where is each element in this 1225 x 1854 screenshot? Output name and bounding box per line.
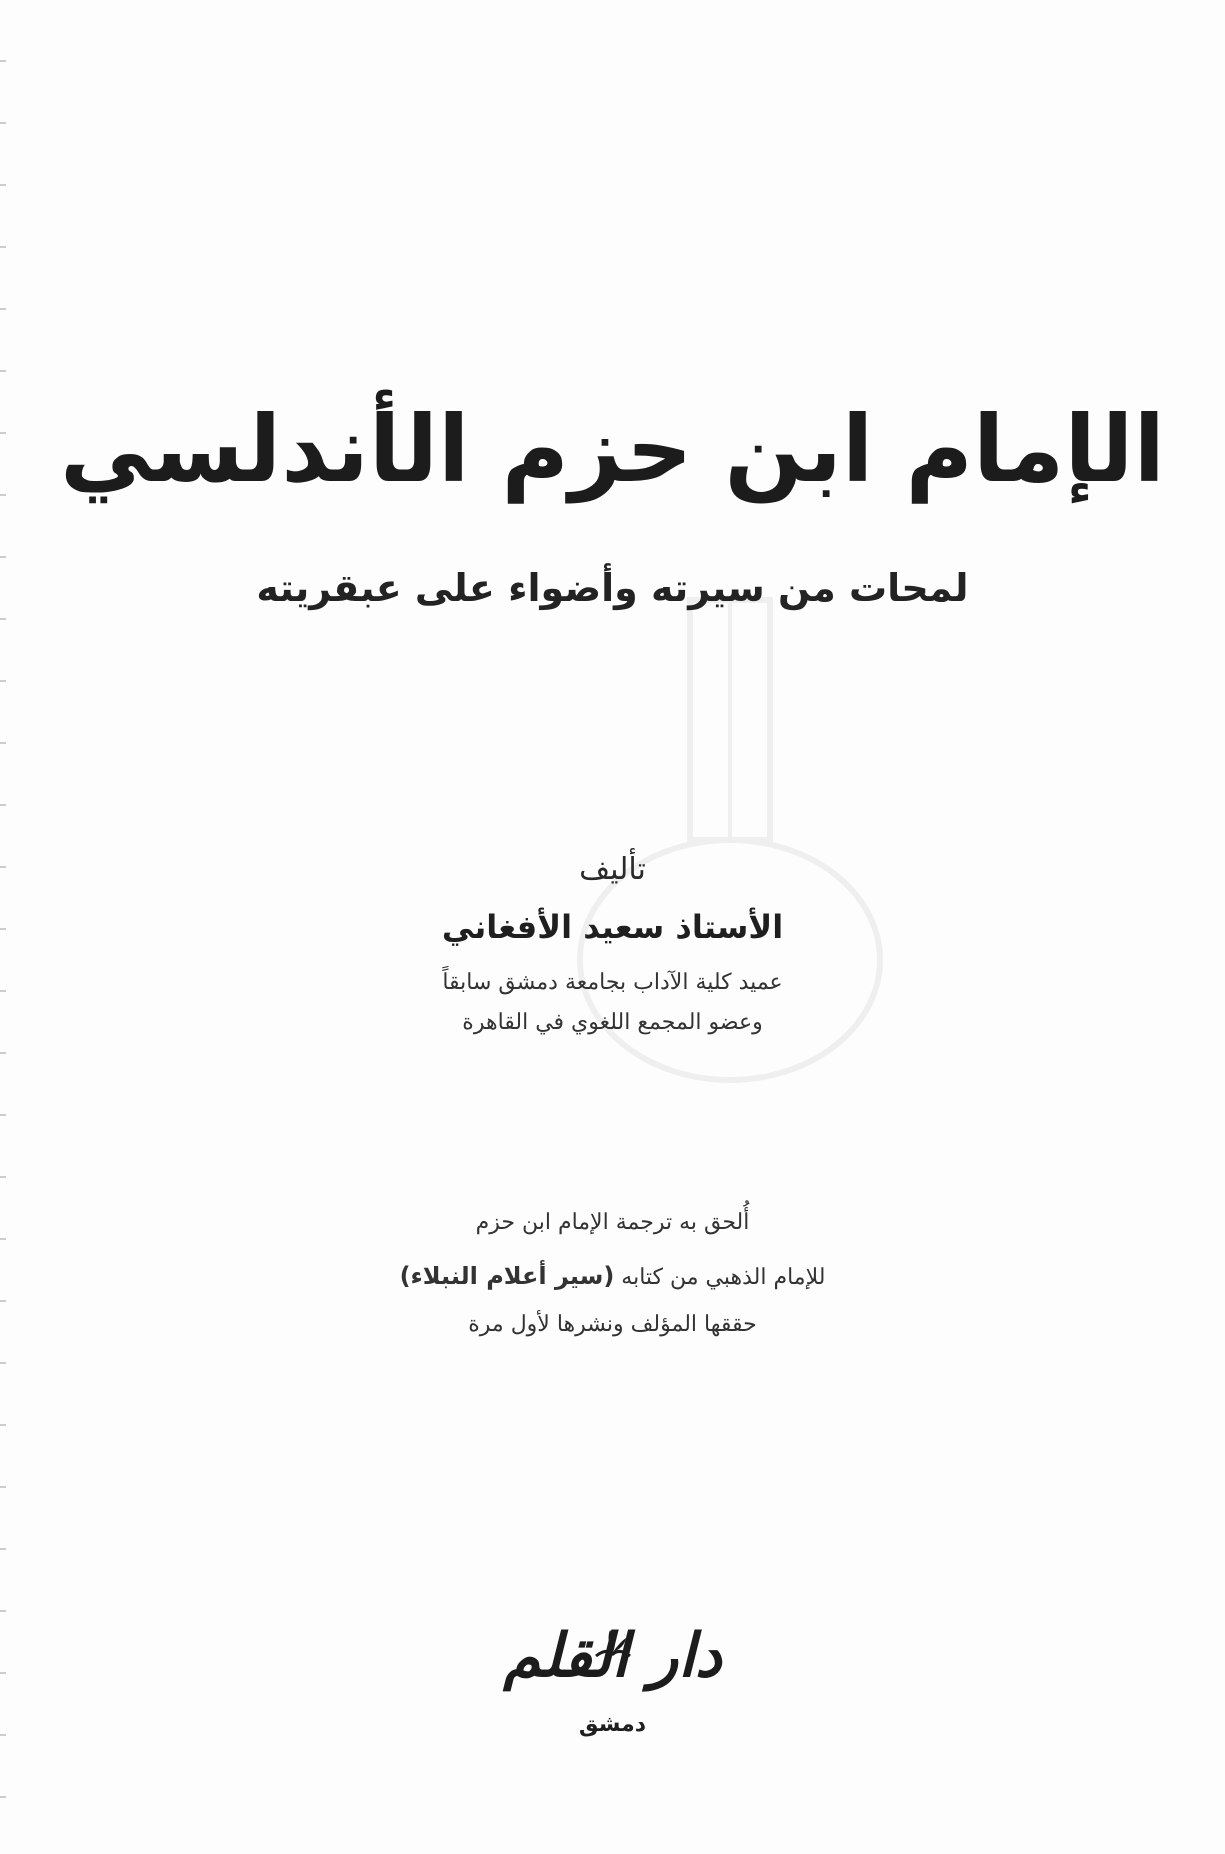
appendix-edition-note: حققها المؤلف ونشرها لأول مرة <box>468 1312 757 1337</box>
appendix-source-line <box>0 1262 1225 1291</box>
author-credential: وعضو المجمع اللغوي في القاهرة <box>462 1010 763 1035</box>
publisher-name: دار القلم <box>503 1621 722 1691</box>
author-credential: عميد كلية الآداب بجامعة دمشق سابقاً <box>442 970 783 995</box>
author-name: الأستاذ سعيد الأفغاني <box>441 908 784 946</box>
book-subtitle: لمحات من سيرته وأضواء على عبقريته <box>256 566 969 610</box>
publisher-city: دمشق <box>578 1712 647 1737</box>
appendix-source-book: (سير أعلام النبلاء) <box>399 1262 615 1290</box>
appendix-source-prefix: للإمام الذهبي من كتابه <box>621 1265 826 1290</box>
appendix-note: أُلحق به ترجمة الإمام ابن حزم <box>475 1210 750 1235</box>
book-title: الإمام ابن حزم الأندلسي <box>59 396 1166 503</box>
authored-by-label: تأليف <box>579 852 646 887</box>
